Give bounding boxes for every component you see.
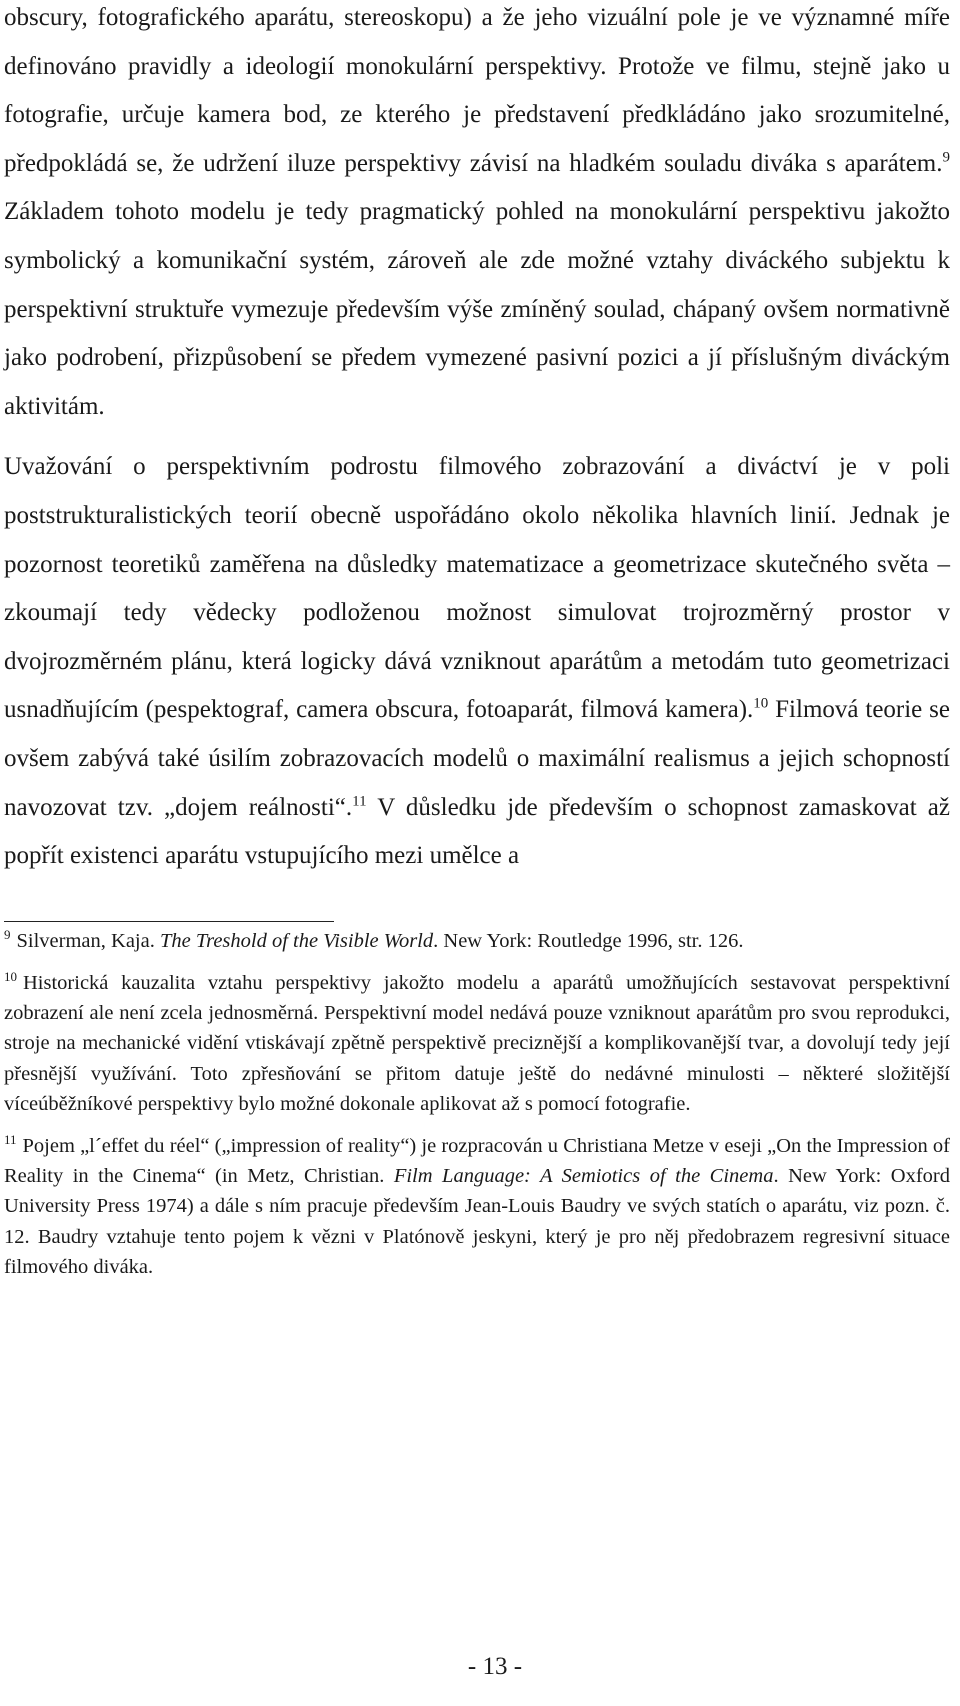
- footnote-title: The Treshold of the Visible World: [159, 929, 434, 952]
- footnote-number: 9: [4, 926, 11, 942]
- paragraph: [4, 0, 950, 431]
- footnote: [4, 968, 950, 1119]
- paragraph-text: obscury, fotografického aparátu, stereoskopu) a že jeho vizuální pole je ve významné míře definováno pravidly a ideologií monokulární perspektivy. Protože ve filmu, stejně jako u fotografie, určuje kamera bod, ze kterého je představení předkládáno jako srozumitelné, předpokládá se, že udržení iluze perspektivy závisí na hladkém souladu diváka s aparátem.: [4, 4, 950, 177]
- footnote-title: Film Language: A Semiotics of the Cinema: [393, 1165, 774, 1188]
- footnote-text: Silverman, Kaja.: [16, 929, 160, 952]
- paragraph-text: V důsledku jde především o schopnost zamaskovat až popřít existenci aparátu vstupujícího mezi umělce a: [4, 793, 950, 870]
- footnote: [4, 1131, 950, 1282]
- footnote: [4, 926, 950, 956]
- page-number: - 13 -: [467, 1653, 523, 1680]
- body-text: [4, 0, 950, 881]
- paragraph-text: Základem tohoto modelu je tedy pragmatický pohled na monokulární perspektivu jakožto symbolický a komunikační systém, zároveň ale zde možné vztahy diváckého subjektu k perspektivní struktuře vymezuje především výše zmíněný soulad, chápaný ovšem normativně jako podrobení, přizpůsobení se předem vymezené pasivní pozici a jí příslušným diváckým aktivitám.: [4, 198, 950, 420]
- footnote-text: Pojem „l´effet du réel“ („impression of reality“) je rozpracován u Christiana Metze v eseji „On the Impression of Reality in the Cinema“ (in Metz, Christian.: [4, 1134, 950, 1188]
- footnote-reference[interactable]: 10: [753, 695, 769, 712]
- footnote-reference[interactable]: 11: [352, 793, 367, 810]
- footnote-reference[interactable]: 9: [942, 149, 950, 166]
- footnotes: [4, 926, 950, 1282]
- footnote-separator: [4, 921, 334, 922]
- footnote-text: . New York: Oxford University Press 1974) a dále s ním pracuje především Jean-Louis Baudry ve svých statích o aparátu, viz pozn. č. 12. Baudry vztahuje tento pojem k vězni v Platónově jeskyni, který je pro něj předobrazem regresivní situace filmového diváka.: [4, 1165, 950, 1278]
- paragraph-text: Uvažování o perspektivním podrostu filmového zobrazování a diváctví je v poli poststrukturalistických teorií obecně uspořádáno okolo několika hlavních linií. Jednak je pozornost teoretiků zaměřena na důsledky matematizace a geometrizace skutečného světa – zkoumají tedy vědecky podloženou možnost simulovat trojrozměrný prostor v dvojrozměrném plánu, která logicky dává vzniknout aparátům a metodám tuto geometrizaci usnadňujícím (pespektograf, camera obscura, fotoaparát, filmová kamera).: [4, 453, 950, 724]
- paragraph-text: Filmová teorie se ovšem zabývá také úsilím zobrazovacích modelů o maximální realismus a jejich schopností navozovat tzv. „dojem reálnosti“.: [4, 696, 950, 821]
- paragraph: [4, 443, 950, 880]
- footnote-number: 10: [4, 969, 17, 985]
- footnote-text: . New York: Routledge 1996, str. 126.: [433, 929, 744, 952]
- footnote-text: Historická kauzalita vztahu perspektivy jakožto modelu a aparátů umožňujících sestavovat perspektivní zobrazení ale není zcela jednosměrná. Perspektivní model nedává pouze vzniknout aparátům pro svou reprodukci, stroje na mechanické vidění vtiskávají zpětně perspektivě preciznější a komplikovanější tvar, a dovolují tedy její přesnější využívání. Toto zpřesňování se přitom datuje ještě do nedávné minulosti – některé složitější víceúběžníkové perspektivy bylo možné dokonale aplikovat až s pomocí fotografie.: [4, 971, 950, 1115]
- footnote-number: 11: [4, 1132, 17, 1148]
